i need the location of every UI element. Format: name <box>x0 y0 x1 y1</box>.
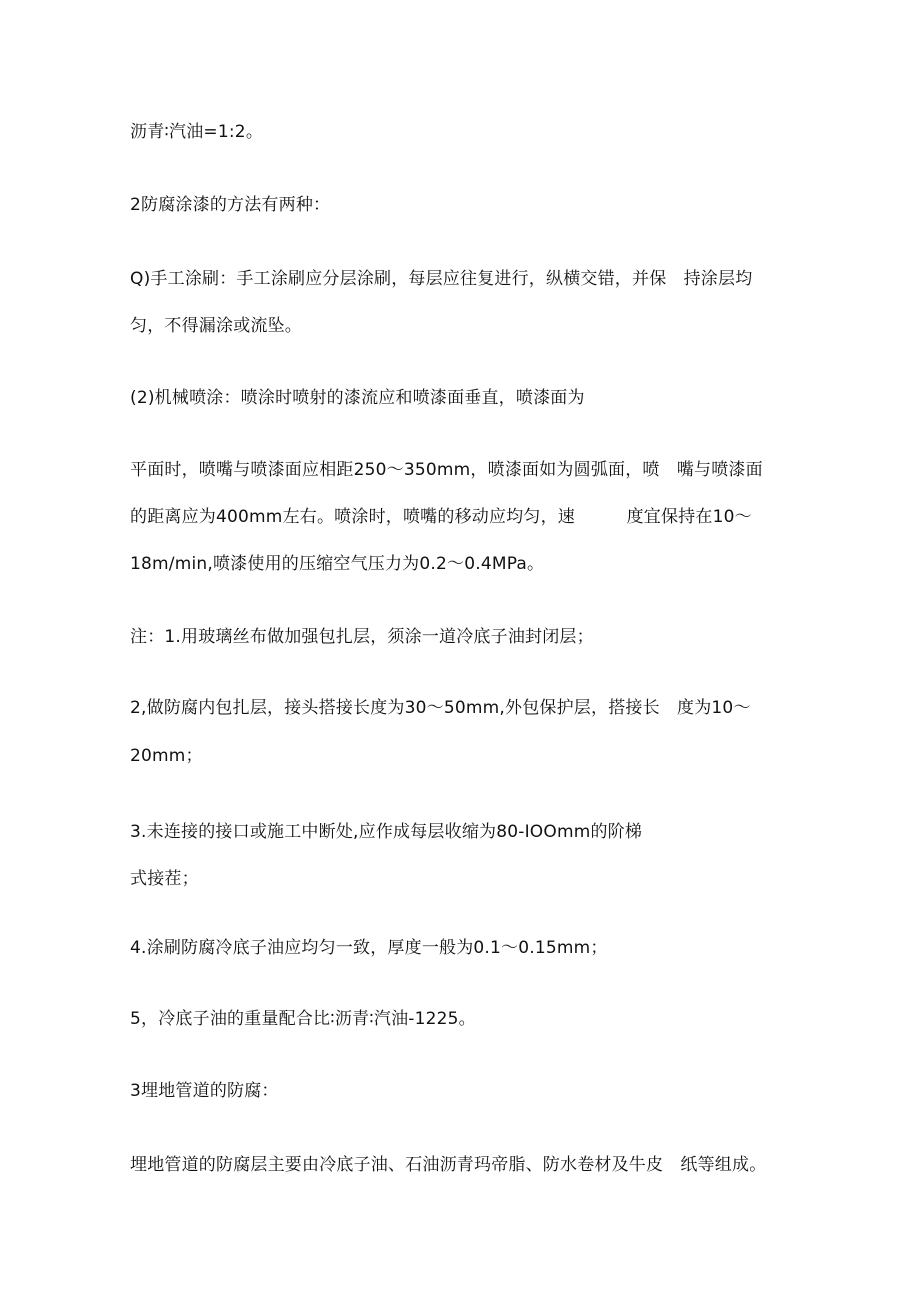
text-line-manual-brushing: Q)手工涂刷：手工涂刷应分层涂刷，每层应往复进行，纵横交错，并保 持涂层均 <box>130 269 753 289</box>
text-line-spray-pressure: 18m∕min,喷漆使用的压缩空气压力为0.2～0.4MPa。 <box>130 554 545 574</box>
note-3: 3.未连接的接口或施工中断处,应作成每层收缩为80-IOOmm的阶梯 <box>130 822 643 842</box>
text-line-machine-spraying: (2)机械喷涂：喷涂时喷射的漆流应和喷漆面垂直，喷漆面为 <box>130 388 585 408</box>
note-5: 5，冷底子油的重量配合比∶沥青∶汽油-1225。 <box>130 1009 476 1029</box>
text-line-spray-speed: 的距离应为400mm左右。喷涂时，喷嘴的移动应均匀，速 度宜保持在10～ <box>130 507 752 527</box>
note-3-cont: 式接茬； <box>130 869 199 889</box>
note-4: 4.涂刷防腐冷底子油应均匀一致，厚度一般为0.1～0.15mm； <box>130 938 608 958</box>
section-heading-coating-methods: 2防腐涂漆的方法有两种： <box>130 195 331 215</box>
text-line-asphalt-ratio: 沥青∶汽油=1:2。 <box>130 122 264 142</box>
note-2: 2,做防腐内包扎层，接头搭接长度为30～50mm,外包保护层，搭接长 度为10～ <box>130 698 751 718</box>
section-heading-buried-pipes: 3埋地管道的防腐： <box>130 1081 279 1101</box>
text-line-spray-distance: 平面时，喷嘴与喷漆面应相距250～350mm，喷漆面如为圆弧面，喷 嘴与喷漆面 <box>130 460 763 480</box>
note-2-cont: 20mm； <box>130 746 203 766</box>
text-line-buried-pipe-layers: 埋地管道的防腐层主要由冷底子油、石油沥青玛帝脂、防水卷材及牛皮 纸等组成。 <box>130 1155 767 1175</box>
text-line-manual-brushing-cont: 匀，不得漏涂或流坠。 <box>130 316 302 336</box>
note-1: 注：1.用玻璃丝布做加强包扎层，须涂一道冷底子油封闭层； <box>130 627 594 647</box>
